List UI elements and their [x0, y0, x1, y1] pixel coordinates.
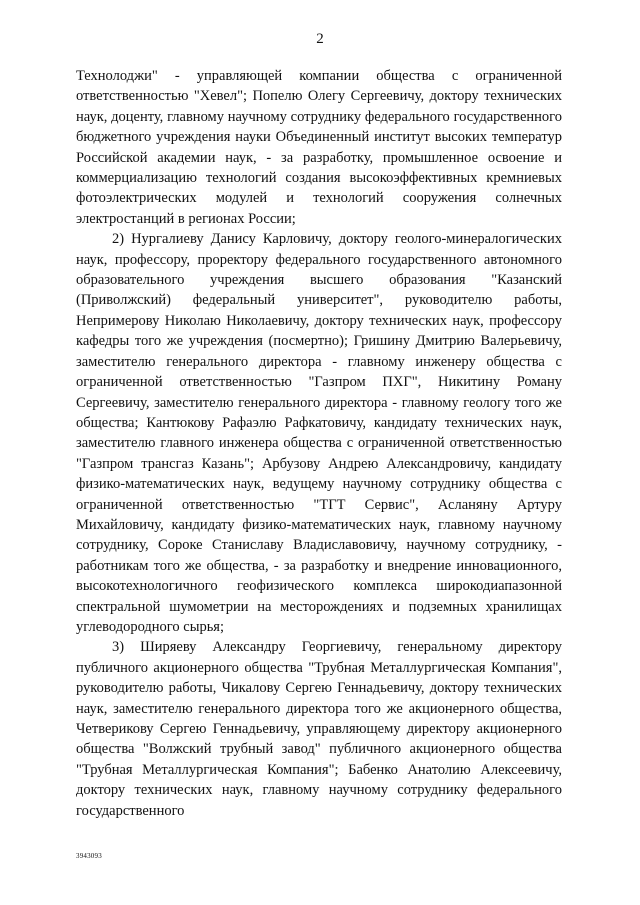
- document-body: [76, 66, 562, 821]
- paragraph-item-3: 3) Ширяеву Александру Георгиевичу, генеральному директору публичного акционерного общества "Трубная Металлургическая Компания", руководителю работы, Чикалову Сергею Геннадьевичу, доктору технических наук, заместителю генерального директора того же акционерного общества, Четверикову Сергею Геннадьевичу, управляющему директору акционерного общества "Волжский трубный завод" публичного акционерного общества "Трубная Металлургическая Компания"; Бабенко Анатолию Алексеевичу, доктору технических наук, главному научному сотруднику федерального государственного: [76, 639, 562, 819]
- page-number: 2: [316, 31, 324, 47]
- paragraph-continuation: Технолоджи" - управляющей компании общества с ограниченной ответственностью "Хевел"; Попелю Олегу Сергеевичу, доктору технических наук, доценту, главному научному сотруднику федерального государственного бюджетного учреждения науки Объединенный институт высоких температур Российской академии наук, - за разработку, промышленное освоение и коммерциализацию технологий создания высокоэффективных кремниевых фотоэлектрических модулей и технологий сооружения солнечных электростанций в регионах России;: [76, 68, 562, 227]
- document-code: 3943093: [76, 852, 102, 860]
- paragraph-item-2: 2) Нургалиеву Данису Карловичу, доктору геолого-минералогических наук, профессору, проректору федерального государственного автономного образовательного учреждения высшего образования "Казанский (Приволжский) федеральный университет", руководителю работы, Непримерову Николаю Николаевичу, доктору технических наук, профессору кафедры того же учреждения (посмертно); Гришину Дмитрию Валерьевичу, заместителю генерального директора - главному инженеру общества с ограниченной ответственностью "Газпром ПХГ", Никитину Роману Сергеевичу, заместителю генерального директора - главному геологу того же общества; Кантюкову Рафаэлю Рафкатовичу, кандидату технических наук, заместителю главного инженера общества с ограниченной ответственностью "Газпром трансгаз Казань"; Арбузову Андрею Александровичу, кандидату физико-математических наук, ведущему научному сотруднику общества с ограниченной ответственностью "ТГТ Сервис", Асланяну Артуру Михайловичу, кандидату физико-математических наук, главному научному сотруднику, Сороке Станиславу Владиславовичу, научному сотруднику, - работникам того же общества, - за разработку и внедрение инновационного, высокотехнологичного геофизического комплекса широкодиапазонной спектральной шумометрии на месторождениях и подземных хранилищах углеводородного сырья;: [76, 231, 562, 635]
